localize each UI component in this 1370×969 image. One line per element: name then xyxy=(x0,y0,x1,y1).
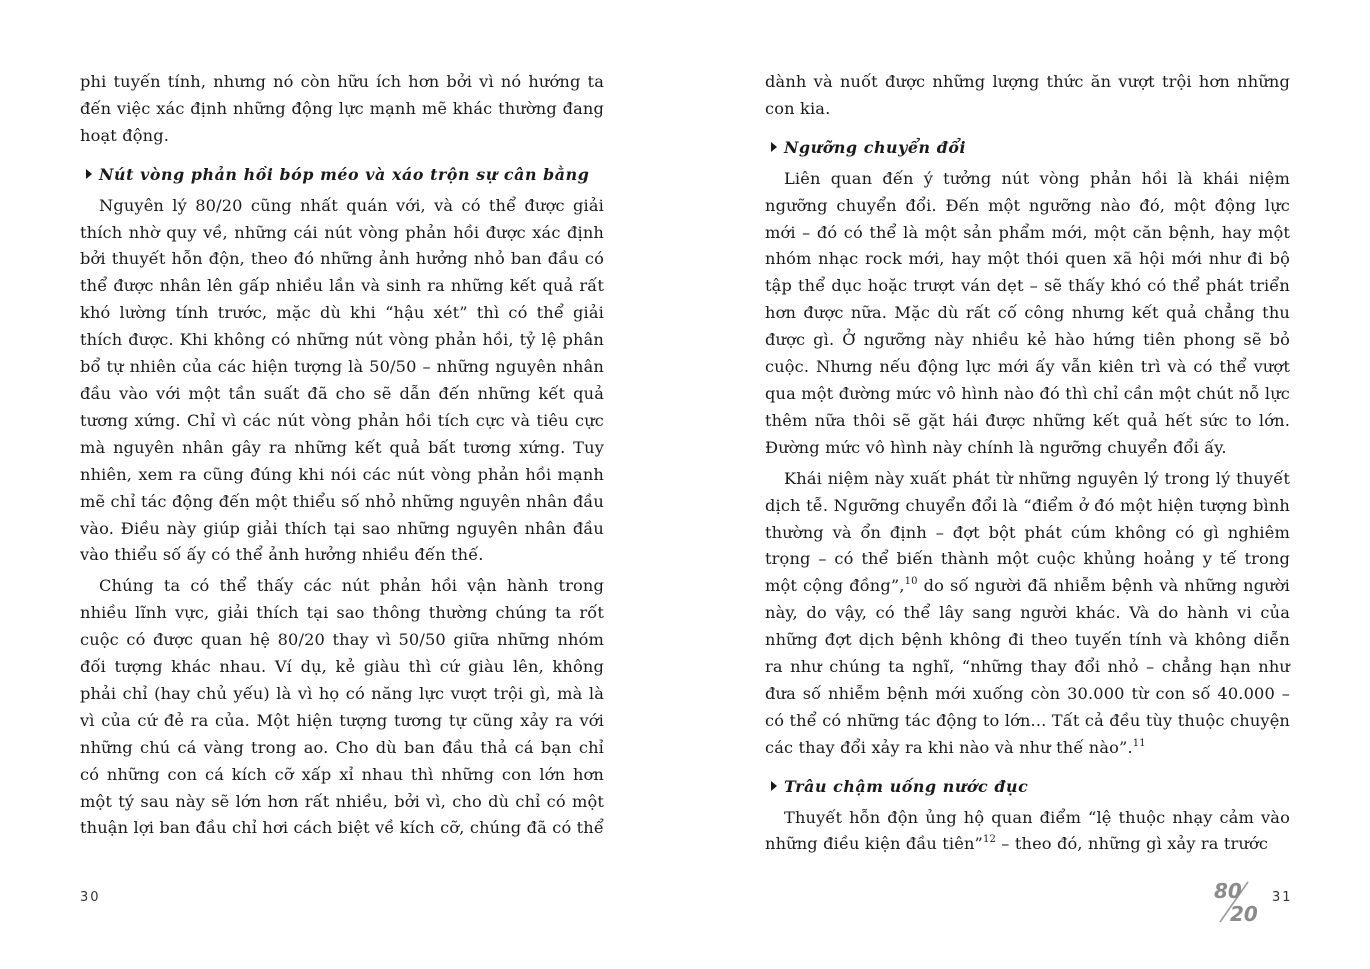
logo-number-20: 20 xyxy=(1230,902,1258,926)
logo-number-80: 80 xyxy=(1214,879,1242,903)
left-paragraph-3: Chúng ta có thể thấy các nút phản hồi vận hành trong nhiều lĩnh vực, giải thích tại sao thông thường chúng ta rốt cuộc có được quan hệ 80/20 thay vì 50/50 giữa những nhóm đối tượng khác nhau. Ví dụ, kẻ giàu thì cứ giàu lên, không phải chỉ (hay chủ yếu) là vì họ có năng lực vượt trội gì, mà là vì của cứ đẻ ra của. Một hiện tượng tương tự cũng xảy ra với những chú cá vàng trong ao. Cho dù ban đầu thả cá bạn chỉ có những con cá kích cỡ xấp xỉ nhau thì những con lớn hơn một tý sau này sẽ lớn hơn rất nhiều, bởi vì, cho dù chỉ có một thuận lợi ban đầu chỉ hơi cách biệt về kích cỡ, chúng đã có thể xyxy=(80,576,604,838)
left-text-column xyxy=(80,69,604,846)
left-section-heading xyxy=(80,162,604,189)
left-paragraph-2: Nguyên lý 80/20 cũng nhất quán với, và có thể được giải thích nhờ quy về, những cái nút vòng phản hồi được xác định bởi thuyết hỗn độn, theo đó những ảnh hưởng nhỏ ban đầu có thể được nhân lên gấp nhiều lần và sinh ra những kết quả rất khó lường tính trước, mặc dù khi “hậu xét” thì có thể giải thích được. Khi không có những nút vòng phản hồi, tỷ lệ phân bổ tự nhiên của các hiện tượng là 50/50 – những nguyên nhân đầu vào với một tần suất đã cho sẽ dẫn đến những kết quả tương xứng. Chỉ vì các nút vòng phản hồi tích cực và tiêu cực mà nguyên nhân gây ra những kết quả bất tương xứng. Tuy nhiên, xem ra cũng đúng khi nói các nút vòng phản hồi mạnh mẽ chỉ tác động đến một thiểu số nhỏ những nguyên nhân đầu vào. Điều này giúp giải thích tại sao những nguyên nhân đầu vào thiểu số ấy có thể ảnh hưởng nhiều đến thế. xyxy=(80,195,604,565)
left-section-heading-text: Nút vòng phản hồi bóp méo và xáo trộn sự cân bằng xyxy=(99,164,590,184)
right-paragraph-3-part-b: do số người đã nhiễm bệnh và những người này, do vậy, có thể lây sang người khác. Và do hành vi của những đợt dịch bệnh không đi theo tuyến tính và không diễn ra như chúng ta nghĩ, “những thay đổi nhỏ – chẳng hạn như đưa số nhiễm bệnh mới xuống còn 30.000 từ con số 40.000 – có thể có những tác động to lớn... Tất cả đều tùy thuộc chuyện các thay đổi xảy ra khi nào và như thế nào”. xyxy=(765,576,1290,757)
footnote-ref-10: 10 xyxy=(904,576,918,588)
right-paragraph-4-part-a: Thuyết hỗn độn ủng hộ quan điểm “lệ thuộc nhạy cảm vào những điều kiện đầu tiên” xyxy=(765,807,1290,854)
right-paragraph-3-part-a: Khái niệm này xuất phát từ những nguyên lý trong lý thuyết dịch tễ. Ngưỡng chuyển đổi là “điểm ở đó một hiện tượng bình thường và ổn định – đợt bột phát cúm không có gì nghiêm trọng – có thể biến thành một cuộc khủng hoảng y tế trong một cộng đồng”, xyxy=(765,468,1290,596)
right-paragraph-3 xyxy=(765,466,1290,762)
right-section-heading-1 xyxy=(765,135,1290,162)
right-paragraph-4-part-b: – theo đó, những gì xảy ra trước xyxy=(996,834,1269,854)
right-paragraph-2: Liên quan đến ý tưởng nút vòng phản hồi là khái niệm ngưỡng chuyển đổi. Đến một ngưỡng nào đó, một động lực mới – đó có thể là một sản phẩm mới, một căn bệnh, hay một nhóm nhạc rock mới, hay một thói quen xã hội mới như đi bộ tập thể dục hoặc trượt ván dẹt – sẽ thấy khó có thể phát triển hơn được nữa. Mặc dù rất cố công nhưng kết quả chẳng thu được gì. Ở ngưỡng này nhiều kẻ hào hứng tiên phong sẽ bỏ cuộc. Nhưng nếu động lực mới ấy vẫn kiên trì và có thể vượt qua một đường mức vô hình nào đó thì chỉ cần một chút nỗ lực thêm nữa thôi sẽ gặt hái được những kết quả hết sức to lớn. Đường mức vô hình này chính là ngưỡng chuyển đổi ấy. xyxy=(765,168,1290,457)
footnote-ref-12: 12 xyxy=(982,834,997,846)
triangle-bullet-icon xyxy=(86,169,92,179)
book-logo-80-20 xyxy=(1210,876,1266,926)
logo-graphic xyxy=(1210,876,1266,926)
left-paragraph-1: phi tuyến tính, nhưng nó còn hữu ích hơn bởi vì nó hướng ta đến việc xác định những động lực mạnh mẽ khác thường đang hoạt động. xyxy=(80,72,604,145)
right-section-heading-1-text: Ngưỡng chuyển đổi xyxy=(784,137,967,157)
right-paragraph-1: dành và nuốt được những lượng thức ăn vượt trội hơn những con kia. xyxy=(765,72,1290,118)
right-text-column xyxy=(765,69,1290,862)
right-section-heading-2-text: Trâu chậm uống nước đục xyxy=(784,776,1029,796)
right-page-number: 31 xyxy=(1272,890,1293,905)
left-page-number: 30 xyxy=(80,890,101,905)
footnote-ref-11: 11 xyxy=(1132,737,1146,749)
right-page xyxy=(685,0,1370,969)
triangle-bullet-icon xyxy=(771,142,777,152)
right-paragraph-4 xyxy=(765,805,1290,859)
triangle-bullet-icon xyxy=(771,781,777,791)
right-section-heading-2 xyxy=(765,774,1290,801)
